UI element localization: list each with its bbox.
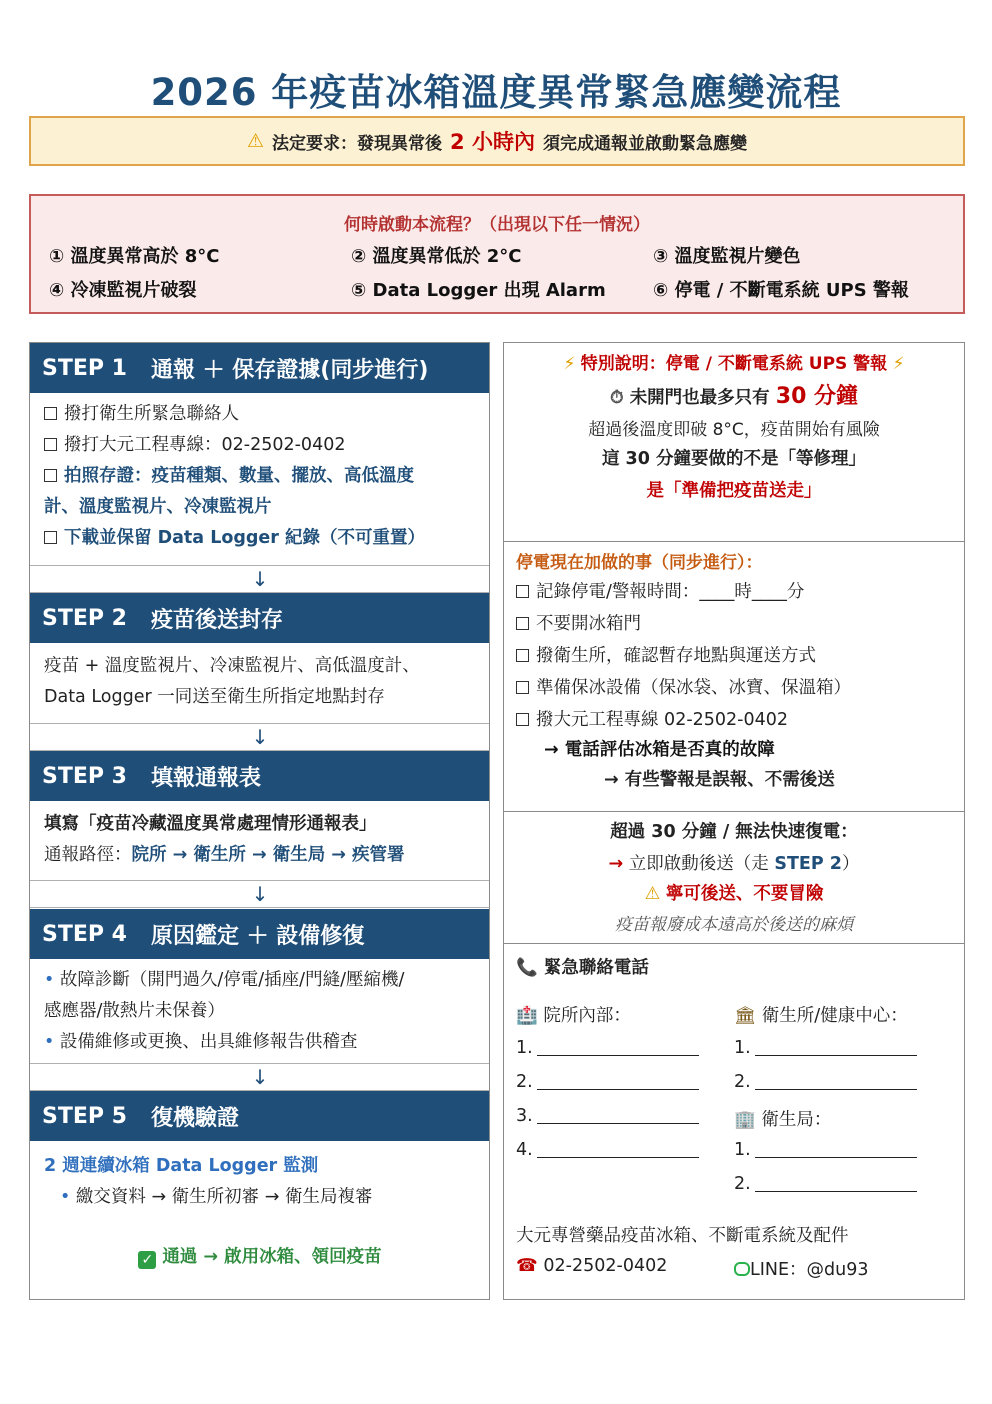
step-title: 填報通報表	[150, 765, 261, 791]
step-line: 撥打大元工程專線：02-2502-0402	[64, 435, 346, 455]
trigger-heading: 何時啟動本流程？（出現以下任一情況）	[344, 215, 650, 235]
bureau-label: 衛生局：	[761, 1110, 832, 1130]
todo-subnote: → 電話評估冰箱是否真的故障	[544, 740, 775, 760]
internal-label-row	[516, 1002, 631, 1027]
trigger-item: ⑥ 停電 / 不斷電系統 UPS 警報	[653, 280, 909, 301]
trigger-item: ② 溫度異常低於 2°C	[351, 246, 522, 267]
stopwatch-icon: ⏱	[609, 388, 624, 408]
step-line: 下載並保留 Data Logger 紀錄（不可重置）	[64, 528, 426, 548]
flow-arrow: ↓	[30, 880, 490, 908]
step-line: 設備維修或更換、出具維修報告供稽查	[59, 1032, 358, 1052]
contact-blank	[537, 1140, 699, 1158]
checkbox-icon	[516, 649, 529, 662]
contact-number-label: 2.	[516, 1072, 533, 1092]
power-line: 這 30 分鐘要做的不是「等修理」	[601, 449, 867, 469]
step-title: 原因鑑定 ＋ 設備修復	[150, 923, 365, 949]
trigger-item: ③ 溫度監視片變色	[653, 246, 801, 267]
contact-blank	[755, 1174, 917, 1192]
todo-item: 準備保冰設備（保冰袋、冰寶、保溫箱）	[536, 678, 851, 698]
power-line: 是「準備把疫苗送走」	[646, 481, 822, 501]
checkbox-icon	[44, 407, 57, 420]
step-number: STEP 5	[42, 1103, 127, 1129]
telephone-icon: ☎	[516, 1256, 538, 1276]
step-line: 感應器/散熱片未保養）	[44, 1001, 225, 1021]
todo-heading: 停電現在加做的事（同步進行）：	[516, 553, 763, 573]
contact-number-label: 2.	[734, 1174, 751, 1194]
checkbox-icon	[44, 469, 57, 482]
outage-todo-list	[504, 542, 964, 812]
todo-item: 記錄停電/警報時間：____時____分	[536, 582, 805, 602]
timer-row	[504, 379, 964, 410]
contacts-heading: 緊急聯絡電話	[543, 958, 649, 978]
contact-number-label: 1.	[516, 1038, 533, 1058]
todo-item: 撥衛生所，確認暫存地點與運送方式	[536, 646, 816, 666]
vendor-phone-row	[516, 1256, 667, 1276]
step-number: STEP 2	[42, 605, 127, 631]
route-label: 通報路徑：	[44, 845, 132, 865]
step-line: 疫苗 + 溫度監視片、冷凍監視片、高低溫度計、	[44, 656, 420, 676]
arrow-icon: →	[608, 854, 624, 874]
over-30-min-note	[504, 812, 964, 944]
step-number: STEP 1	[42, 355, 127, 381]
checkbox-icon	[516, 713, 529, 726]
step-line: 繳交資料 → 衛生所初審 → 衛生局複審	[75, 1187, 373, 1207]
contact-blank	[537, 1106, 699, 1124]
checkbox-icon	[516, 617, 529, 630]
vendor-phone: 02-2502-0402	[543, 1256, 668, 1276]
step-3-body	[44, 809, 484, 871]
steps-column	[29, 342, 490, 1300]
over-note: 疫苗報廢成本遠高於後送的麻煩	[615, 915, 853, 935]
step-line: Data Logger 一同送至衛生所指定地點封存	[44, 687, 385, 707]
check-icon: ✓	[138, 1251, 156, 1269]
contact-blank	[755, 1038, 917, 1056]
step-4-body	[44, 965, 484, 1058]
office-building-icon: 🏢	[734, 1110, 756, 1130]
legal-suffix: 須完成通報並啟動緊急應變	[542, 133, 747, 154]
contact-blank	[755, 1140, 917, 1158]
over-warning-row	[504, 880, 964, 905]
warning-icon: ⚠	[644, 884, 661, 904]
flow-arrow: ↓	[30, 565, 490, 593]
vendor-line-row	[734, 1256, 869, 1281]
trigger-item: ④ 冷凍監視片破裂	[49, 280, 197, 301]
power-line-wrap	[504, 477, 964, 502]
phone-icon: 📞	[516, 958, 538, 978]
contact-number-label: 1.	[734, 1038, 751, 1058]
contact-blank	[537, 1038, 699, 1056]
warning-icon: ⚠	[247, 130, 265, 152]
over-action-end: ）	[841, 854, 860, 874]
emergency-contacts	[504, 944, 964, 1299]
legal-requirement-banner	[29, 116, 965, 166]
step-number: STEP 4	[42, 921, 127, 947]
step-1-body	[44, 399, 484, 554]
trigger-item: ① 溫度異常高於 8°C	[49, 246, 220, 267]
checkbox-icon	[516, 585, 529, 598]
over-action: 立即啟動後送（走	[628, 854, 769, 874]
contact-number-label: 2.	[734, 1072, 751, 1092]
lightning-icon: ⚡	[892, 354, 905, 374]
bullet-icon: •	[60, 1187, 76, 1207]
flow-arrow: ↓	[30, 723, 490, 751]
step-3-header	[30, 751, 490, 801]
timer-value: 30 分鐘	[775, 384, 859, 409]
over-step-ref: STEP 2	[774, 854, 842, 874]
step-title: 疫苗後送封存	[150, 607, 283, 633]
government-building-icon: 🏛	[734, 1006, 757, 1026]
step-line: 撥打衛生所緊急聯絡人	[64, 404, 239, 424]
timer-prefix: 未開門也最多只有	[629, 388, 770, 408]
contact-number-label: 1.	[734, 1140, 751, 1160]
contact-blank	[755, 1072, 917, 1090]
trigger-conditions-box	[29, 194, 965, 314]
step-line: 拍照存證：疫苗種類、數量、擺放、高低溫度	[64, 466, 414, 486]
trigger-item: ⑤ Data Logger 出現 Alarm	[351, 280, 606, 301]
step-5-header	[30, 1091, 490, 1141]
todo-subnote: → 有些警報是誤報、不需後送	[604, 770, 835, 790]
vendor-line-id: LINE：@du93	[750, 1260, 869, 1280]
line-app-icon	[734, 1262, 750, 1276]
step-line: 2 週連續冰箱 Data Logger 監測	[44, 1156, 319, 1176]
step-4-header	[30, 909, 490, 959]
step-number: STEP 3	[42, 763, 127, 789]
contacts-heading-row	[516, 954, 649, 979]
step-title: 通報 ＋ 保存證據(同步進行)	[150, 357, 429, 383]
over-heading: 超過 30 分鐘 / 無法快速復電：	[610, 822, 858, 842]
step-line: 故障診斷（開門過久/停電/插座/門縫/壓縮機/	[59, 970, 405, 990]
power-heading: 特別說明：停電 / 不斷電系統 UPS 警報	[580, 354, 888, 374]
report-route: 院所 → 衛生所 → 衛生局 → 疾管署	[131, 845, 405, 865]
power-heading-row	[504, 349, 964, 374]
step-line: 計、溫度監視片、冷凍監視片	[44, 497, 272, 517]
vendor-description: 大元專營藥品疫苗冰箱、不斷電系統及配件	[516, 1226, 849, 1246]
hospital-icon: 🏥	[516, 1006, 538, 1026]
over-action-row	[504, 850, 964, 875]
health-station-label-row	[734, 1002, 908, 1027]
pass-line	[30, 1243, 490, 1269]
power-outage-note	[504, 343, 964, 542]
step-title: 復機驗證	[150, 1105, 239, 1131]
checkbox-icon	[44, 531, 57, 544]
page-title: 2026 年疫苗冰箱溫度異常緊急應變流程	[150, 71, 842, 114]
power-line: 超過後溫度即破 8°C，疫苗開始有風險	[588, 420, 880, 440]
contact-blank	[537, 1072, 699, 1090]
over-warning: 寧可後送、不要冒險	[665, 884, 824, 904]
step-5-body	[44, 1151, 484, 1213]
step-line: 填寫「疫苗冷藏溫度異常處理情形通報表」	[44, 814, 377, 834]
checkbox-icon	[516, 681, 529, 694]
legal-highlight: 2 小時內	[450, 130, 535, 154]
bullet-icon: •	[44, 970, 60, 990]
todo-item: 撥大元工程專線 02-2502-0402	[536, 710, 789, 730]
internal-label: 院所內部：	[543, 1006, 631, 1026]
contact-number-label: 4.	[516, 1140, 533, 1160]
checkbox-icon	[44, 438, 57, 451]
todo-item: 不要開冰箱門	[536, 614, 641, 634]
bullet-icon: •	[44, 1032, 60, 1052]
contact-number-label: 3.	[516, 1106, 533, 1126]
pass-text: 通過 → 啟用冰箱、領回疫苗	[162, 1247, 382, 1267]
bureau-label-row	[734, 1106, 831, 1131]
legal-prefix: 法定要求：發現異常後	[272, 133, 443, 154]
step-2-body	[44, 651, 484, 713]
step-2-header	[30, 593, 490, 643]
step-1-header	[30, 343, 490, 393]
notes-column	[503, 342, 965, 1300]
lightning-icon: ⚡	[563, 354, 576, 374]
health-station-label: 衛生所/健康中心：	[761, 1006, 908, 1026]
column-divider	[489, 342, 490, 1300]
flow-arrow: ↓	[30, 1063, 490, 1091]
